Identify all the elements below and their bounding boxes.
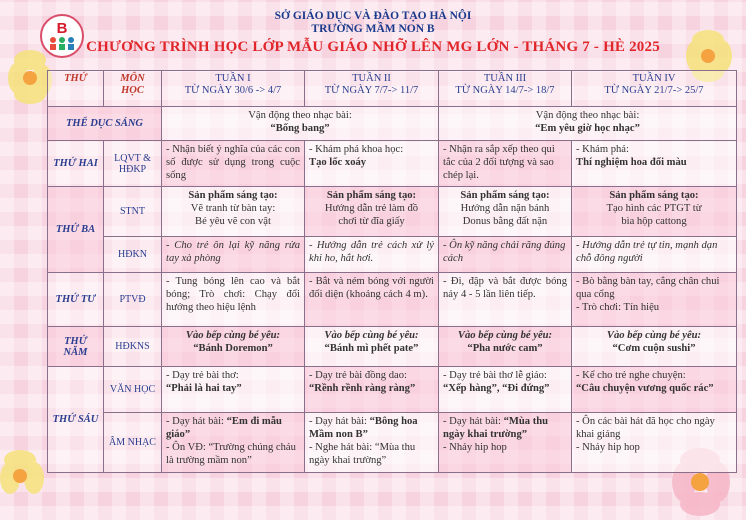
tuesday-hdkn-week-2: - Hướng dẫn trẻ cách xử lý khi ho, hắt hơi.	[305, 237, 439, 273]
thursday-w3-dish: “Pha nước cam”	[467, 343, 543, 354]
thursday-w2-line1: Vào bếp cùng bé yêu:	[324, 330, 419, 341]
thursday-label: THỨ NĂM	[48, 327, 104, 367]
tuesday-stnt-week-2	[305, 187, 439, 237]
friday-literature-week-3	[439, 367, 572, 413]
stnt-w4-line2: bìa hộp cattong	[621, 216, 687, 227]
morning-b-line1: Vận động theo nhạc bài:	[535, 110, 640, 121]
header-week-1	[162, 71, 305, 107]
monday-w4-line2: Thí nghiệm hoa đổi màu	[576, 157, 687, 168]
week-4-range: TỪ NGÀY 21/7-> 25/7	[604, 85, 704, 96]
header-subject: MÔN HỌC	[104, 71, 162, 107]
wednesday-label: THỨ TƯ	[48, 273, 104, 327]
monday-week-4	[572, 141, 737, 187]
monday-w4-line1: - Khám phá:	[576, 144, 629, 155]
thursday-row	[48, 327, 737, 367]
stnt-w3-line1: Hướng dẫn nặn bánh	[460, 203, 550, 214]
week-3-range: TỪ NGÀY 14/7-> 18/7	[455, 85, 555, 96]
department-name: SỞ GIÁO DỤC VÀ ĐÀO TẠO HÀ NỘI	[274, 10, 472, 22]
morning-exercise-label: THỂ DỤC SÁNG	[48, 107, 162, 141]
stnt-w2-title: Sản phẩm sáng tạo:	[326, 190, 417, 201]
friday-music-week-2	[305, 413, 439, 473]
thursday-week-2	[305, 327, 439, 367]
tuesday-label: THỨ BA	[48, 187, 104, 273]
logo-letter: B	[56, 20, 68, 37]
stnt-w1-title: Sản phẩm sáng tạo:	[188, 190, 278, 201]
lit-w3-line1: - Dạy trẻ bài thơ lễ giáo:	[443, 370, 547, 381]
wednesday-week-1: - Tung bóng lên cao và bắt bóng; Trò chơi: Chạy đổi hướng theo hiệu lệnh	[162, 273, 305, 327]
morning-b-song: “Em yêu giờ học nhạc”	[535, 123, 640, 134]
music-w1-line2: - Ôn VĐ: “Trường chúng cháu là trường mầm non”	[166, 442, 296, 466]
tuesday-stnt-week-3	[439, 187, 572, 237]
music-w2-prefix: - Dạy hát bài:	[309, 416, 370, 427]
monday-label: THỨ HAI	[48, 141, 104, 187]
schedule-table	[47, 70, 737, 473]
lit-w4-title: “Câu chuyện vương quốc rác”	[576, 383, 714, 394]
header-day: THỨ	[48, 71, 104, 107]
music-w1-prefix: - Dạy hát bài:	[166, 416, 227, 427]
friday-literature-week-1	[162, 367, 305, 413]
lit-w1-title: “Phải là hai tay”	[166, 383, 242, 394]
week-1-range: TỪ NGÀY 30/6 -> 4/7	[184, 85, 282, 96]
monday-row	[48, 141, 737, 187]
page-header	[0, 6, 746, 56]
music-w3-line2: - Nhảy hip hop	[443, 442, 507, 453]
monday-w2-line2: Tạo lốc xoáy	[309, 157, 367, 168]
music-w3-song: “Mùa thu ngày khai trường”	[443, 416, 549, 440]
header-week-3	[439, 71, 572, 107]
header-week-4	[572, 71, 737, 107]
music-w2-line1	[309, 415, 434, 441]
music-w4-line2: - Nhảy hip hop	[576, 442, 640, 453]
stnt-w3-title: Sản phẩm sáng tạo:	[460, 190, 550, 201]
music-w2-song: “Bông hoa Mầm non B”	[309, 416, 418, 440]
thursday-w3-line1: Vào bếp cùng bé yêu:	[457, 330, 553, 341]
tuesday-stnt-row	[48, 187, 737, 237]
thursday-week-4	[572, 327, 737, 367]
friday-music-week-1	[162, 413, 305, 473]
morning-a-line1: Vận động theo nhạc bài:	[248, 110, 352, 121]
lit-w2-line1: - Dạy trẻ bài đồng dao:	[309, 370, 407, 381]
friday-literature-subject: VĂN HỌC	[104, 367, 162, 413]
friday-literature-week-4	[572, 367, 737, 413]
week-1-name: TUẦN I	[215, 73, 251, 84]
tuesday-stnt-week-1	[162, 187, 305, 237]
morning-exercise-weeks-3-4	[439, 107, 737, 141]
music-w2-line2: - Nghe hát bài: “Mùa thu ngày khai trường”	[309, 442, 416, 466]
tuesday-stnt-week-4	[572, 187, 737, 237]
tuesday-hdkn-week-1: - Cho trẻ ôn lại kỹ năng rửa tay xà phòng	[162, 237, 305, 273]
morning-exercise-row	[48, 107, 737, 141]
friday-music-week-3	[439, 413, 572, 473]
friday-music-week-4	[572, 413, 737, 473]
wednesday-row	[48, 273, 737, 327]
wednesday-w4-line1: - Bò bằng bàn tay, cẳng chân chui qua cổng	[576, 276, 720, 300]
lit-w3-title: “Xếp hàng”, “Đi đứng”	[443, 383, 550, 394]
stnt-w1-line1: Vẽ tranh từ bàn tay:	[190, 203, 276, 214]
monday-week-3: - Nhận ra sắp xếp theo qui tắc của 2 đối tượng và sao chép lại.	[439, 141, 572, 187]
monday-week-2	[305, 141, 439, 187]
music-w4-line1: - Ôn các bài hát đã học cho ngày khai giảng	[576, 416, 715, 440]
week-3-name: TUẦN III	[483, 73, 527, 84]
stnt-w3-line2: Donus bằng đất nặn	[462, 216, 548, 227]
wednesday-week-3: - Đi, đập và bắt được bóng nảy 4 - 5 lần liên tiếp.	[439, 273, 572, 327]
morning-exercise-weeks-1-2	[162, 107, 439, 141]
thursday-week-3	[439, 327, 572, 367]
tuesday-stnt-subject: STNT	[104, 187, 162, 237]
stnt-w1-line2: Bé yêu vẽ con vật	[195, 216, 271, 227]
thursday-week-1	[162, 327, 305, 367]
week-2-name: TUẦN II	[352, 73, 391, 84]
music-w3-line1	[443, 415, 567, 441]
wednesday-w4-line2: - Trò chơi: Tín hiệu	[576, 302, 660, 313]
school-name: TRƯỜNG MẦM NON B	[311, 23, 435, 35]
thursday-w4-line1: Vào bếp cùng bé yêu:	[606, 330, 702, 341]
monday-w2-line1: - Khám phá khoa học:	[309, 144, 404, 155]
friday-literature-row	[48, 367, 737, 413]
stnt-w4-title: Sản phẩm sáng tạo:	[609, 190, 699, 201]
page-title: CHƯƠNG TRÌNH HỌC LỚP MẪU GIÁO NHỠ LÊN MG LỚN - THÁNG 7 - HÈ 2025	[86, 39, 660, 55]
music-w1-song: “Em đi mẫu giáo”	[166, 416, 282, 440]
wednesday-subject: PTVĐ	[104, 273, 162, 327]
thursday-w4-dish: “Cơm cuộn sushi”	[612, 343, 696, 354]
music-w1-line1	[166, 415, 300, 441]
header-week-2	[305, 71, 439, 107]
wednesday-week-2: - Bắt và ném bóng với người đối diện (khoảng cách 4 m).	[305, 273, 439, 327]
monday-week-1: - Nhận biết ý nghĩa của các con số được sử dụng trong cuộc sống	[162, 141, 305, 187]
stnt-w2-line1: Hướng dẫn trẻ làm đồ	[324, 203, 419, 214]
friday-music-row	[48, 413, 737, 473]
lit-w1-line1: - Dạy trẻ bài thơ:	[166, 370, 239, 381]
stnt-w4-line1: Tạo hình các PTGT từ	[606, 203, 702, 214]
tuesday-hdkn-subject: HĐKN	[104, 237, 162, 273]
thursday-w2-dish: “Bánh mì phết pate”	[324, 343, 419, 354]
table-header-row	[48, 71, 737, 107]
morning-a-song: “Bống bang”	[270, 123, 330, 134]
tuesday-hdkn-row	[48, 237, 737, 273]
friday-music-subject: ÂM NHẠC	[104, 413, 162, 473]
stnt-w2-line2: chơi từ đĩa giấy	[338, 216, 405, 227]
friday-label: THỨ SÁU	[48, 367, 104, 473]
thursday-w1-dish: “Bánh Doremon”	[193, 343, 273, 354]
lit-w4-line1: - Kể cho trẻ nghe chuyện:	[576, 370, 686, 381]
friday-literature-week-2	[305, 367, 439, 413]
week-4-name: TUẦN IV	[632, 73, 676, 84]
thursday-w1-line1: Vào bếp cùng bé yêu:	[185, 330, 281, 341]
music-w3-prefix: - Dạy hát bài:	[443, 416, 504, 427]
tuesday-hdkn-week-4: - Hướng dẫn trẻ tự tin, mạnh dạn chỗ đông người	[572, 237, 737, 273]
thursday-subject: HĐKNS	[104, 327, 162, 367]
week-2-range: TỪ NGÀY 7/7-> 11/7	[324, 85, 419, 96]
wednesday-week-4	[572, 273, 737, 327]
monday-subject: LQVT & HĐKP	[104, 141, 162, 187]
lit-w2-title: “Rềnh rềnh ràng ràng”	[309, 383, 416, 394]
tuesday-hdkn-week-3: - Ôn kỹ năng chải răng đúng cách	[439, 237, 572, 273]
